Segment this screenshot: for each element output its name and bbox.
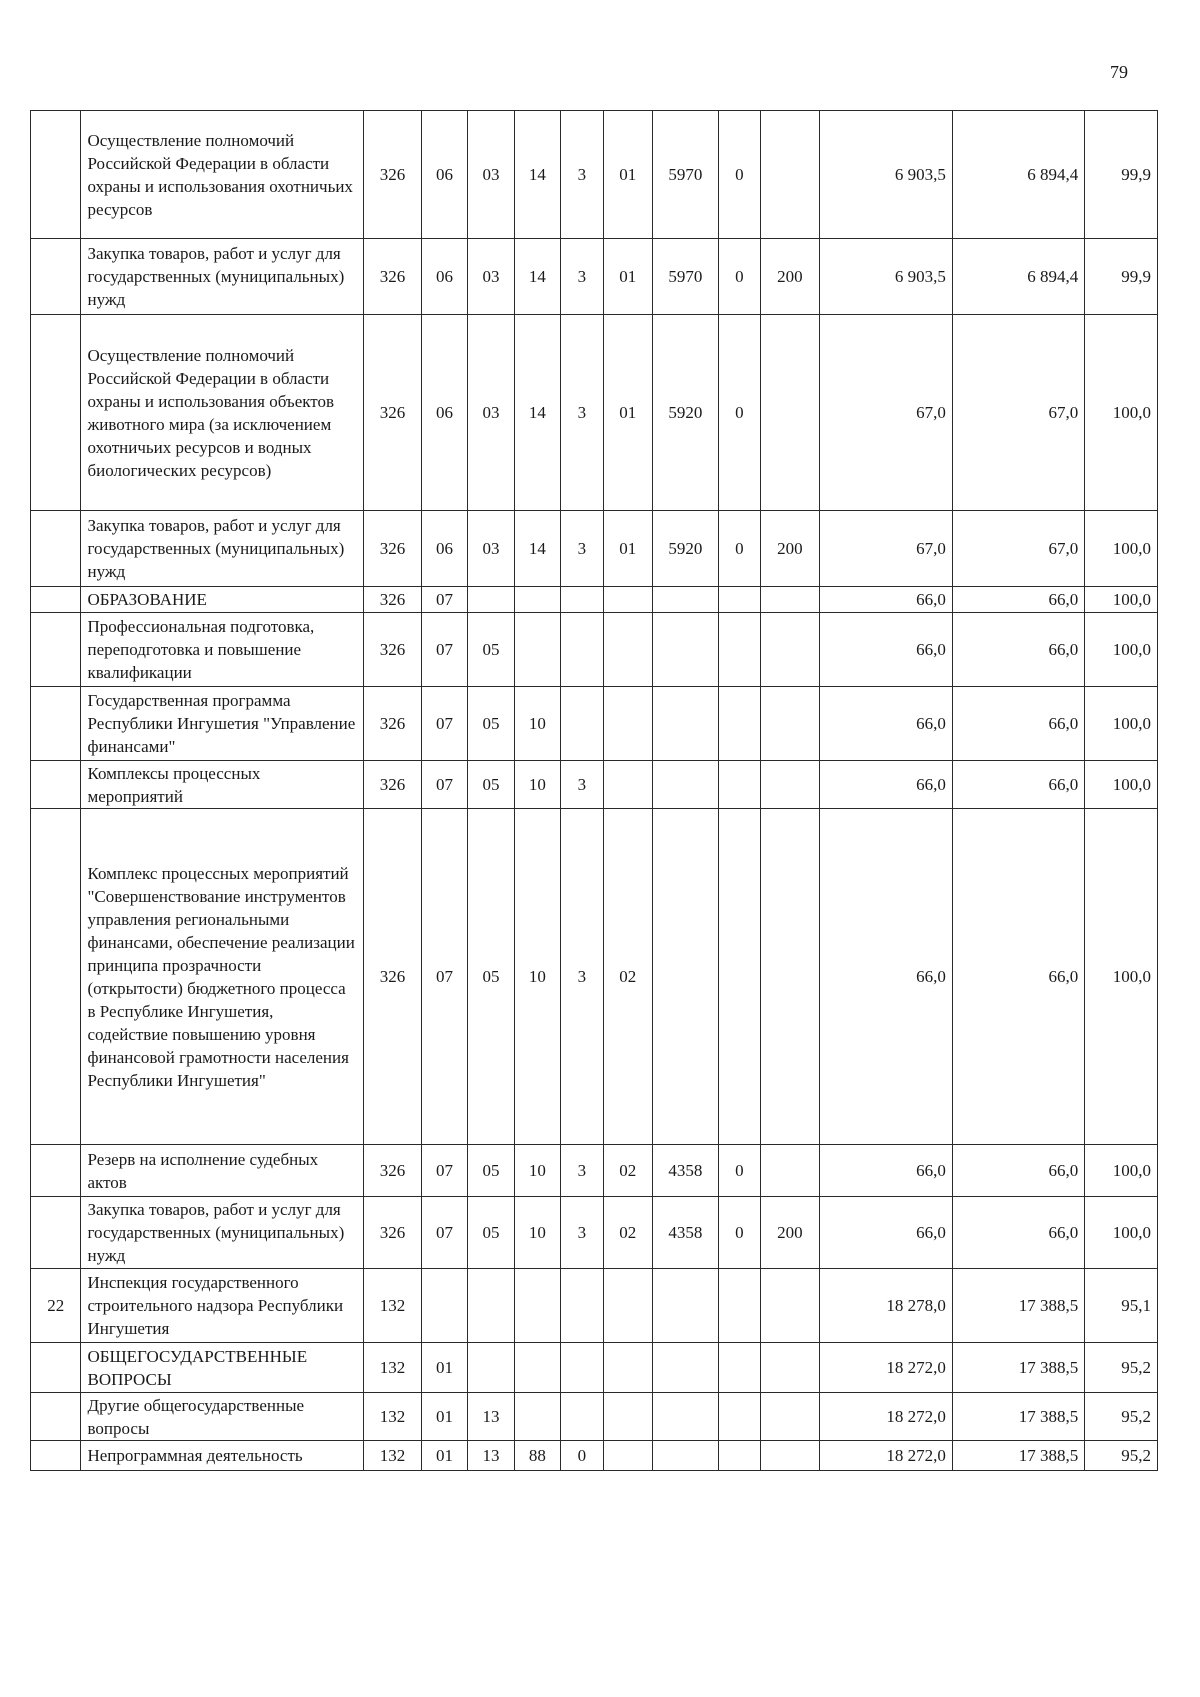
code-ministry: 326 (364, 613, 422, 687)
code-expense-type: 200 (761, 1197, 820, 1269)
table-row (31, 587, 1158, 613)
amount-planned: 6 903,5 (819, 239, 952, 315)
code-program: 14 (514, 111, 560, 239)
code-event (603, 587, 652, 613)
amount-executed: 17 388,5 (952, 1441, 1084, 1471)
code-ministry: 326 (364, 1145, 422, 1197)
code-expense-type (761, 809, 820, 1145)
amount-planned: 66,0 (819, 687, 952, 761)
row-name: Комплексы процессных мероприятий (81, 761, 364, 809)
code-suffix (718, 1441, 760, 1471)
code-subprogram (561, 1343, 603, 1393)
code-subsection: 05 (468, 761, 514, 809)
percent-executed: 100,0 (1085, 809, 1158, 1145)
percent-executed: 95,1 (1085, 1269, 1158, 1343)
code-event (603, 1441, 652, 1471)
table-row (31, 315, 1158, 511)
row-name: ОБРАЗОВАНИЕ (81, 587, 364, 613)
code-expense-type (761, 111, 820, 239)
code-section: 07 (421, 761, 467, 809)
code-subprogram: 3 (561, 315, 603, 511)
row-name: Профессиональная подготовка, переподготовка и повышение квалификации (81, 613, 364, 687)
row-name: Инспекция государственного строительного надзора Республики Ингушетия (81, 1269, 364, 1343)
code-section: 06 (421, 111, 467, 239)
code-direction (653, 613, 719, 687)
percent-executed: 99,9 (1085, 239, 1158, 315)
amount-planned: 18 272,0 (819, 1393, 952, 1441)
code-subsection: 05 (468, 613, 514, 687)
code-subsection: 03 (468, 111, 514, 239)
code-program: 10 (514, 1197, 560, 1269)
code-program: 10 (514, 687, 560, 761)
table-row (31, 111, 1158, 239)
percent-executed: 100,0 (1085, 613, 1158, 687)
code-subprogram: 3 (561, 511, 603, 587)
code-subsection: 13 (468, 1393, 514, 1441)
code-suffix (718, 761, 760, 809)
row-name: Осуществление полномочий Российской Федерации в области охраны и использования объектов животного мира (за исключением охотничьих ресурсов и водных биологических ресурсов) (81, 315, 364, 511)
amount-executed: 17 388,5 (952, 1343, 1084, 1393)
row-index (31, 511, 81, 587)
table-row (31, 511, 1158, 587)
amount-planned: 6 903,5 (819, 111, 952, 239)
code-subsection (468, 1343, 514, 1393)
row-name: Непрограммная деятельность (81, 1441, 364, 1471)
amount-executed: 67,0 (952, 511, 1084, 587)
code-program: 14 (514, 511, 560, 587)
code-event: 01 (603, 315, 652, 511)
code-suffix (718, 1393, 760, 1441)
amount-executed: 6 894,4 (952, 239, 1084, 315)
code-direction: 4358 (653, 1197, 719, 1269)
code-expense-type (761, 1145, 820, 1197)
code-subprogram (561, 613, 603, 687)
code-program (514, 1269, 560, 1343)
code-subsection: 03 (468, 511, 514, 587)
amount-planned: 66,0 (819, 613, 952, 687)
code-expense-type (761, 1393, 820, 1441)
code-subsection (468, 1269, 514, 1343)
code-section: 06 (421, 315, 467, 511)
code-subprogram (561, 1269, 603, 1343)
percent-executed: 95,2 (1085, 1393, 1158, 1441)
code-suffix: 0 (718, 511, 760, 587)
code-expense-type (761, 687, 820, 761)
table-row (31, 687, 1158, 761)
row-index (31, 239, 81, 315)
code-expense-type (761, 1269, 820, 1343)
table-row (31, 761, 1158, 809)
code-direction (653, 761, 719, 809)
amount-executed: 66,0 (952, 809, 1084, 1145)
row-index (31, 761, 81, 809)
code-ministry: 326 (364, 111, 422, 239)
code-event: 02 (603, 809, 652, 1145)
table-row (31, 809, 1158, 1145)
code-program (514, 587, 560, 613)
row-index (31, 111, 81, 239)
code-ministry: 326 (364, 761, 422, 809)
code-ministry: 326 (364, 687, 422, 761)
percent-executed: 95,2 (1085, 1343, 1158, 1393)
row-index (31, 1393, 81, 1441)
code-subprogram (561, 1393, 603, 1441)
percent-executed: 100,0 (1085, 587, 1158, 613)
code-suffix: 0 (718, 315, 760, 511)
code-direction (653, 1393, 719, 1441)
row-index (31, 1145, 81, 1197)
code-program (514, 1393, 560, 1441)
percent-executed: 100,0 (1085, 1197, 1158, 1269)
code-suffix: 0 (718, 1145, 760, 1197)
code-expense-type (761, 587, 820, 613)
table-row (31, 1197, 1158, 1269)
code-subprogram: 3 (561, 111, 603, 239)
code-event (603, 1393, 652, 1441)
amount-planned: 67,0 (819, 511, 952, 587)
percent-executed: 99,9 (1085, 111, 1158, 239)
row-index: 22 (31, 1269, 81, 1343)
code-section: 01 (421, 1441, 467, 1471)
percent-executed: 100,0 (1085, 761, 1158, 809)
code-expense-type (761, 1343, 820, 1393)
amount-planned: 66,0 (819, 1145, 952, 1197)
row-name: Закупка товаров, работ и услуг для государственных (муниципальных) нужд (81, 511, 364, 587)
table-row (31, 1343, 1158, 1393)
row-index (31, 587, 81, 613)
code-subsection: 05 (468, 809, 514, 1145)
table-row (31, 1145, 1158, 1197)
code-section: 06 (421, 511, 467, 587)
code-subprogram: 0 (561, 1441, 603, 1471)
code-section: 01 (421, 1393, 467, 1441)
code-direction: 4358 (653, 1145, 719, 1197)
code-subprogram: 3 (561, 809, 603, 1145)
code-event: 01 (603, 111, 652, 239)
row-name: Другие общегосударственные вопросы (81, 1393, 364, 1441)
code-suffix (718, 613, 760, 687)
table-row (31, 613, 1158, 687)
code-event: 02 (603, 1145, 652, 1197)
code-program (514, 613, 560, 687)
code-subsection (468, 587, 514, 613)
code-suffix: 0 (718, 239, 760, 315)
code-program: 10 (514, 761, 560, 809)
code-ministry: 326 (364, 315, 422, 511)
code-section: 07 (421, 687, 467, 761)
amount-planned: 67,0 (819, 315, 952, 511)
code-ministry: 326 (364, 809, 422, 1145)
row-name: Комплекс процессных мероприятий "Совершенствование инструментов управления региональными финансами, обеспечение реализации принципа прозрачности (открытости) бюджетного процесса в Республике Ингушетия, содействие повышению уровня финансовой грамотности населения Республики Ингушетия" (81, 809, 364, 1145)
code-suffix (718, 687, 760, 761)
code-direction (653, 809, 719, 1145)
code-program: 14 (514, 239, 560, 315)
code-suffix (718, 587, 760, 613)
amount-executed: 66,0 (952, 613, 1084, 687)
row-index (31, 1343, 81, 1393)
amount-executed: 66,0 (952, 1197, 1084, 1269)
budget-table (30, 110, 1158, 1471)
amount-planned: 18 278,0 (819, 1269, 952, 1343)
code-direction (653, 1441, 719, 1471)
code-event: 01 (603, 239, 652, 315)
percent-executed: 100,0 (1085, 1145, 1158, 1197)
code-suffix (718, 809, 760, 1145)
code-suffix: 0 (718, 1197, 760, 1269)
code-direction (653, 687, 719, 761)
code-section (421, 1269, 467, 1343)
row-index (31, 687, 81, 761)
code-event (603, 613, 652, 687)
percent-executed: 100,0 (1085, 687, 1158, 761)
row-name: Закупка товаров, работ и услуг для государственных (муниципальных) нужд (81, 1197, 364, 1269)
amount-executed: 6 894,4 (952, 111, 1084, 239)
amount-executed: 17 388,5 (952, 1269, 1084, 1343)
code-program: 88 (514, 1441, 560, 1471)
table-row (31, 1393, 1158, 1441)
code-subprogram: 3 (561, 239, 603, 315)
code-expense-type: 200 (761, 239, 820, 315)
code-suffix (718, 1269, 760, 1343)
amount-planned: 66,0 (819, 587, 952, 613)
code-direction (653, 1343, 719, 1393)
code-section: 07 (421, 809, 467, 1145)
percent-executed: 100,0 (1085, 511, 1158, 587)
row-index (31, 809, 81, 1145)
code-expense-type (761, 315, 820, 511)
code-event (603, 1343, 652, 1393)
row-name: Осуществление полномочий Российской Федерации в области охраны и использования охотничьих ресурсов (81, 111, 364, 239)
code-ministry: 326 (364, 587, 422, 613)
code-ministry: 132 (364, 1343, 422, 1393)
row-index (31, 315, 81, 511)
row-name: ОБЩЕГОСУДАРСТВЕННЫЕ ВОПРОСЫ (81, 1343, 364, 1393)
amount-executed: 66,0 (952, 761, 1084, 809)
code-subprogram: 3 (561, 1197, 603, 1269)
amount-planned: 66,0 (819, 761, 952, 809)
code-subsection: 13 (468, 1441, 514, 1471)
code-suffix: 0 (718, 111, 760, 239)
code-section: 07 (421, 587, 467, 613)
table-row (31, 239, 1158, 315)
code-suffix (718, 1343, 760, 1393)
percent-executed: 100,0 (1085, 315, 1158, 511)
amount-executed: 66,0 (952, 587, 1084, 613)
code-section: 07 (421, 1145, 467, 1197)
table-body (31, 111, 1158, 1471)
row-index (31, 1197, 81, 1269)
code-program: 14 (514, 315, 560, 511)
code-subsection: 03 (468, 239, 514, 315)
code-ministry: 132 (364, 1441, 422, 1471)
code-subsection: 03 (468, 315, 514, 511)
code-event (603, 761, 652, 809)
code-direction (653, 587, 719, 613)
code-direction: 5920 (653, 315, 719, 511)
code-ministry: 132 (364, 1393, 422, 1441)
code-subprogram: 3 (561, 761, 603, 809)
code-direction (653, 1269, 719, 1343)
page-number: 79 (1110, 62, 1128, 82)
code-expense-type (761, 1441, 820, 1471)
amount-planned: 66,0 (819, 1197, 952, 1269)
code-direction: 5970 (653, 239, 719, 315)
code-subprogram: 3 (561, 1145, 603, 1197)
amount-planned: 18 272,0 (819, 1343, 952, 1393)
code-ministry: 326 (364, 511, 422, 587)
code-subsection: 05 (468, 687, 514, 761)
row-index (31, 1441, 81, 1471)
row-index (31, 613, 81, 687)
row-name: Закупка товаров, работ и услуг для государственных (муниципальных) нужд (81, 239, 364, 315)
code-event: 02 (603, 1197, 652, 1269)
amount-executed: 66,0 (952, 1145, 1084, 1197)
amount-planned: 18 272,0 (819, 1441, 952, 1471)
code-event (603, 687, 652, 761)
code-section: 06 (421, 239, 467, 315)
code-subprogram (561, 587, 603, 613)
amount-executed: 66,0 (952, 687, 1084, 761)
amount-planned: 66,0 (819, 809, 952, 1145)
code-expense-type (761, 761, 820, 809)
amount-executed: 17 388,5 (952, 1393, 1084, 1441)
table-row (31, 1441, 1158, 1471)
code-subprogram (561, 687, 603, 761)
code-section: 07 (421, 613, 467, 687)
code-event (603, 1269, 652, 1343)
code-expense-type (761, 613, 820, 687)
code-program: 10 (514, 1145, 560, 1197)
code-expense-type: 200 (761, 511, 820, 587)
code-direction: 5920 (653, 511, 719, 587)
percent-executed: 95,2 (1085, 1441, 1158, 1471)
amount-executed: 67,0 (952, 315, 1084, 511)
table-row (31, 1269, 1158, 1343)
code-section: 07 (421, 1197, 467, 1269)
code-ministry: 132 (364, 1269, 422, 1343)
code-ministry: 326 (364, 239, 422, 315)
row-name: Государственная программа Республики Ингушетия "Управление финансами" (81, 687, 364, 761)
code-ministry: 326 (364, 1197, 422, 1269)
code-program (514, 1343, 560, 1393)
code-program: 10 (514, 809, 560, 1145)
row-name: Резерв на исполнение судебных актов (81, 1145, 364, 1197)
code-subsection: 05 (468, 1197, 514, 1269)
code-direction: 5970 (653, 111, 719, 239)
code-subsection: 05 (468, 1145, 514, 1197)
code-event: 01 (603, 511, 652, 587)
code-section: 01 (421, 1343, 467, 1393)
